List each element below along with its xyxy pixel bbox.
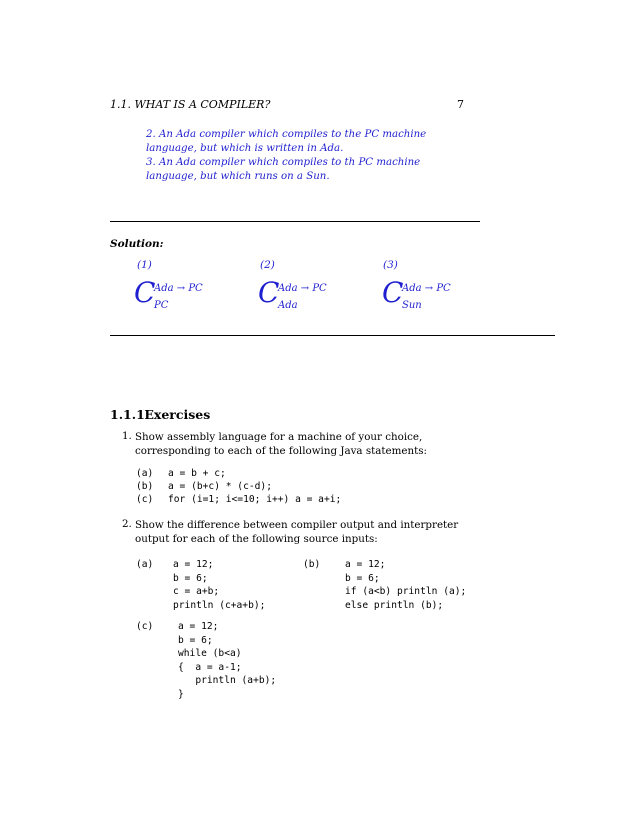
solution-label: Solution: bbox=[110, 238, 164, 250]
question-item-text: An Ada compiler which compiles to the PC machine language, but which is written in Ada. bbox=[146, 129, 427, 154]
compiler-letter: C bbox=[134, 276, 156, 309]
diagram-number-2: (2) bbox=[260, 259, 275, 271]
compiler-source-target: Ada → PC bbox=[278, 283, 327, 294]
exercise-1-label-a: (a) bbox=[136, 468, 154, 479]
question-item-3 bbox=[146, 156, 466, 184]
exercise-2-label-c: (c) bbox=[136, 621, 154, 632]
compiler-source-target: Ada → PC bbox=[154, 283, 203, 294]
compiler-implementation: Sun bbox=[402, 300, 422, 311]
section-heading bbox=[110, 407, 210, 422]
exercise-2-number: 2. bbox=[122, 518, 132, 530]
exercise-2-code-c: a = 12; b = 6; while (b<a) { a = a-1; println (a+b); } bbox=[178, 621, 277, 700]
question-item-2 bbox=[146, 128, 466, 156]
diagram-number-3: (3) bbox=[383, 259, 398, 271]
solution-bottom-rule bbox=[110, 335, 555, 336]
section-number: 1.1.1 bbox=[110, 407, 145, 422]
exercise-1-code-b: a = (b+c) * (c-d); bbox=[168, 481, 272, 492]
exercise-1-text: Show assembly language for a machine of your choice, corresponding to each of the following Java statements: bbox=[135, 431, 427, 457]
exercise-2-text: Show the difference between compiler output and interpreter output for each of the following source inputs: bbox=[135, 519, 459, 545]
exercise-1-number: 1. bbox=[122, 430, 132, 442]
solution-top-rule bbox=[110, 221, 480, 222]
compiler-diagram-3 bbox=[382, 276, 482, 320]
exercise-2-code-b: a = 12; b = 6; if (a<b) println (a); else println (b); bbox=[345, 559, 467, 611]
compiler-source-target: Ada → PC bbox=[402, 283, 451, 294]
question-item-number: 3. bbox=[146, 157, 156, 168]
question-item-text: An Ada compiler which compiles to th PC machine language, but which runs on a Sun. bbox=[146, 157, 421, 182]
compiler-letter: C bbox=[382, 276, 404, 309]
exercise-1-code-a: a = b + c; bbox=[168, 468, 226, 479]
running-header: 1.1. WHAT IS A COMPILER? bbox=[110, 98, 271, 111]
compiler-implementation: Ada bbox=[278, 300, 298, 311]
exercise-1-code-c: for (i=1; i<=10; i++) a = a+i; bbox=[168, 494, 342, 505]
compiler-letter: C bbox=[258, 276, 280, 309]
exercise-1-label-c: (c) bbox=[136, 494, 154, 505]
compiler-diagram-2 bbox=[258, 276, 358, 320]
compiler-implementation: PC bbox=[154, 300, 169, 311]
page-number: 7 bbox=[457, 98, 464, 111]
diagram-number-1: (1) bbox=[137, 259, 152, 271]
question-item-number: 2. bbox=[146, 129, 156, 140]
compiler-diagram-1 bbox=[134, 276, 234, 320]
exercise-2-code-a: a = 12; b = 6; c = a+b; println (c+a+b); bbox=[173, 559, 266, 611]
exercise-2-label-b: (b) bbox=[303, 559, 321, 570]
exercise-2-label-a: (a) bbox=[136, 559, 154, 570]
exercise-1-label-b: (b) bbox=[136, 481, 154, 492]
section-title: Exercises bbox=[144, 407, 211, 422]
